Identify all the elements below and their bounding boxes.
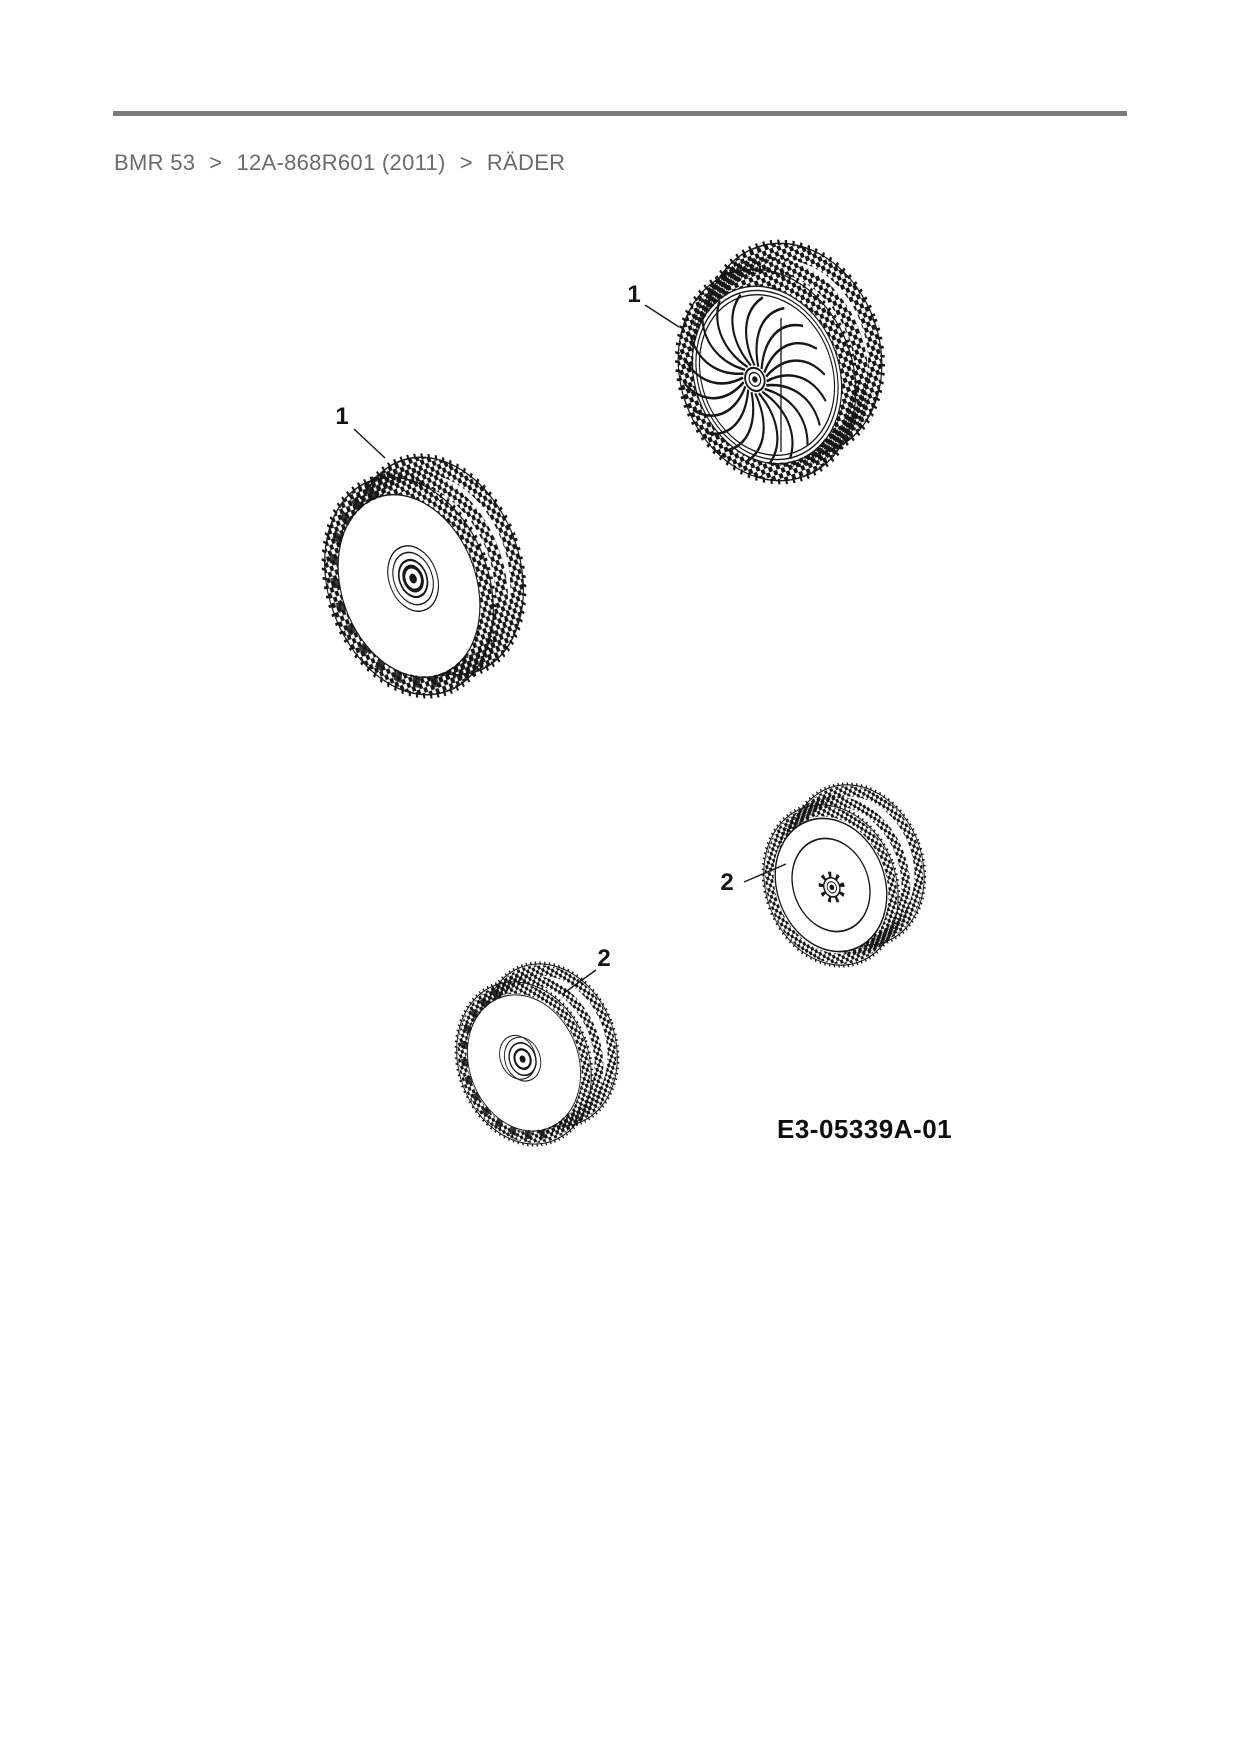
breadcrumb-separator: > [459, 150, 473, 175]
callout-item-1-spoked-wheel[interactable] [627, 281, 679, 327]
breadcrumb-item-model[interactable]: BMR 53 [114, 150, 196, 175]
callout-label[interactable]: 1 [627, 281, 641, 308]
wheel-rear-hubcap-illustration [294, 432, 553, 720]
breadcrumb-item-article[interactable]: 12A-868R601 (2011) [236, 150, 446, 175]
callout-label[interactable]: 1 [335, 403, 349, 430]
callout-label[interactable]: 2 [597, 945, 611, 972]
breadcrumb-separator: > [209, 150, 223, 175]
wheel-front-hubcap-illustration [434, 944, 641, 1164]
callout-leader-line [354, 429, 385, 458]
wheel-rear-spoked-illustration [648, 217, 912, 507]
breadcrumb-item-assembly[interactable]: RÄDER [486, 150, 566, 175]
callout-label[interactable]: 2 [720, 869, 734, 896]
drawing-number: E3-05339A-01 [777, 1114, 953, 1144]
wheel-front-gearhub-illustration [741, 765, 947, 986]
tire-front [294, 452, 523, 720]
callout-leader-line [645, 305, 679, 327]
callout-item-1-hubcap-wheel[interactable] [335, 403, 385, 458]
